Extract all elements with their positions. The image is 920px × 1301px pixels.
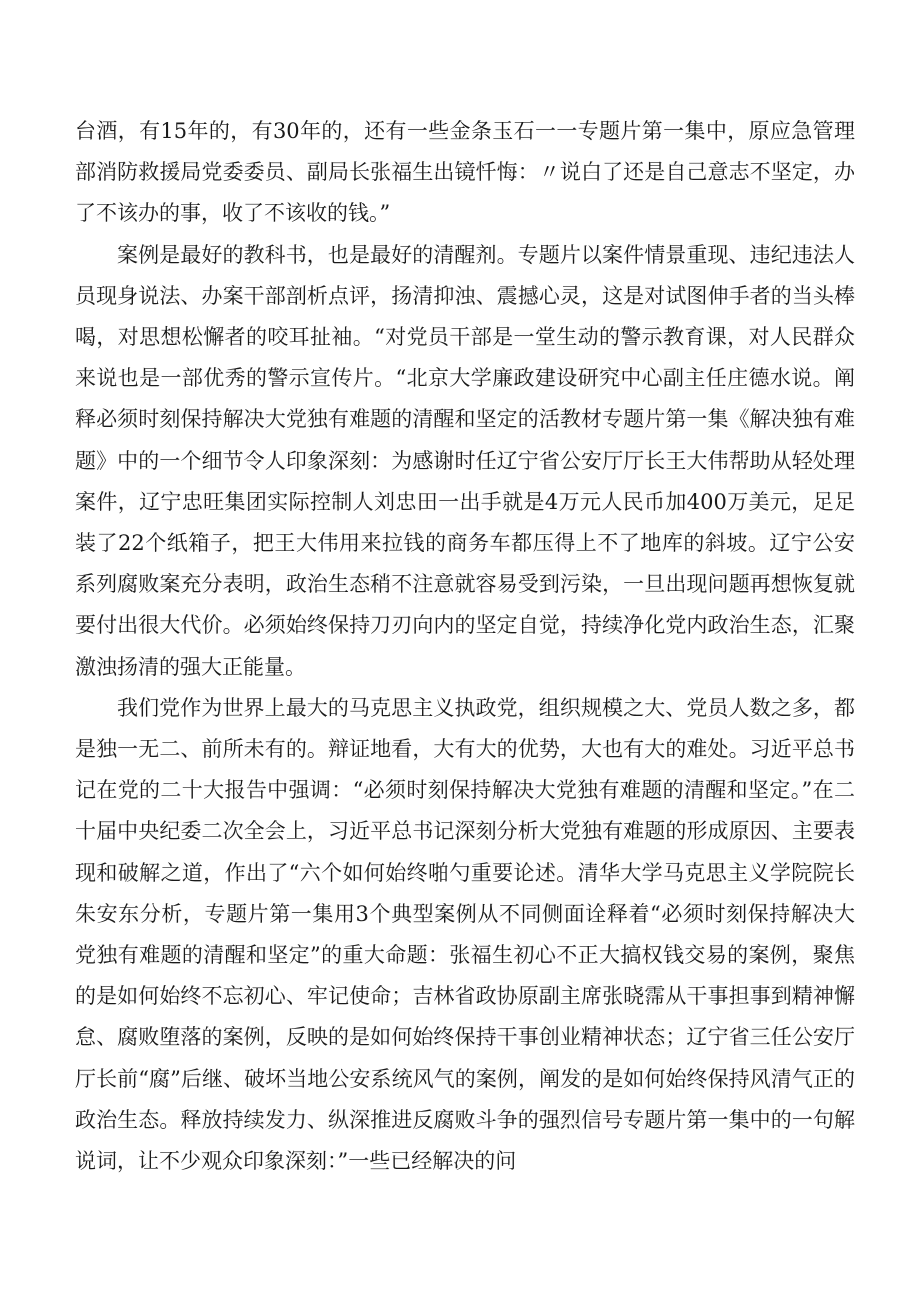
paragraph-2: 案例是最好的教科书，也是最好的清醒剂。专题片以案件情景重现、违纪违法人员现身说法、办案干部剖析点评，扬清抑浊、震撼心灵，这是对试图伸手者的当头棒喝，对思想松懈者的咬耳扯袖。“对党员干部是一堂生动的警示教育课，对人民群众来说也是一部优秀的警示宣传片。“北京大学廉政建设研究中心副主任庄德水说。阐释必须时刻保持解决大党独有难题的清醒和坚定的活教材专题片第一集《解决独有难题》中的一个细节令人印象深刻：为感谢时任辽宁省公安厅厅长王大伟帮助从轻处理案件，辽宁忠旺集团实际控制人刘忠田一出手就是4万元人民币加400万美元，足足装了22个纸箱子，把王大伟用来拉钱的商务车都压得上不了地库的斜坡。辽宁公安系列腐败案充分表明，政治生态稍不注意就容易受到污染，一旦出现问题再想恢复就要付出很大代价。必须始终保持刀刃向内的坚定自觉，持续净化党内政治生态，汇聚激浊扬清的强大正能量。 (75, 242, 855, 679)
paragraph-3: 我们党作为世界上最大的马克思主义执政党，组织规模之大、党员人数之多，都是独一无二、前所未有的。辩证地看，大有大的优势，大也有大的难处。习近平总书记在党的二十大报告中强调：“必须时刻保持解决大党独有难题的清醒和坚定。”在二十届中央纪委二次全会上，习近平总书记深刻分析大党独有难题的形成原因、主要表现和破解之道，作出了“六个如何始终啪勺重要论述。清华大学马克思主义学院院长朱安东分析，专题片第一集用3个典型案例从不同侧面诠释着“必须时刻保持解决大党独有难题的清醒和坚定”的重大命题：张福生初心不正大搞权钱交易的案例，聚焦的是如何始终不忘初心、牢记使命；吉林省政协原副主席张晓霈从干事担事到精神懈怠、腐败堕落的案例，反映的是如何始终保持干事创业精神状态；辽宁省三任公安厅厅长前“腐”后继、破坏当地公安系统风气的案例，阐发的是如何始终保持风清气正的政治生态。释放持续发力、纵深推进反腐败斗争的强烈信号专题片第一集中的一句解说词，让不少观众印象深刻：”一些已经解决的问 (75, 695, 855, 1174)
document-body (75, 111, 855, 1182)
paragraph-1: 台酒，有15年的，有30年的，还有一些金条玉石一一专题片第一集中，原应急管理部消防救援局党委委员、副局长张福生出镜忏悔：〃说白了还是自己意志不坚定，办了不该办的事，收了不该收的钱。” (75, 119, 855, 226)
